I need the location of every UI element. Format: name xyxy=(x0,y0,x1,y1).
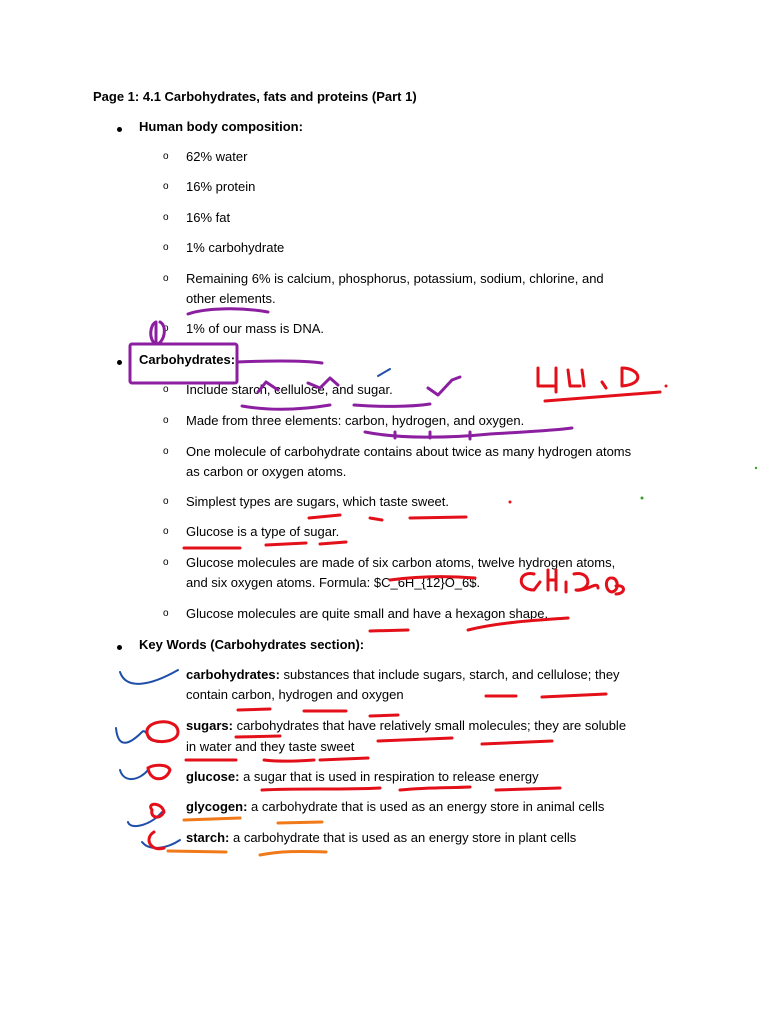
keyword-term: carbohydrates: xyxy=(186,667,280,682)
page-title: Page 1: 4.1 Carbohydrates, fats and proteins (Part 1) xyxy=(93,89,417,104)
section-heading-composition: Human body composition: xyxy=(139,119,303,134)
sub-bullet: o xyxy=(163,273,169,284)
sub-bullet: o xyxy=(163,446,169,457)
keyword-definition: carbohydrates that have relatively small molecules; they are soluble xyxy=(232,718,627,733)
list-item: Remaining 6% is calcium, phosphorus, potassium, sodium, chlorine, and xyxy=(186,271,604,286)
keyword-definition-continuation: in water and they taste sweet xyxy=(186,739,355,754)
list-item: Include starch, cellulose, and sugar. xyxy=(186,382,393,397)
keyword-definition: a carbohydrate that is used as an energy store in plant cells xyxy=(229,830,577,845)
keyword-entry xyxy=(186,716,626,736)
list-item: 1% carbohydrate xyxy=(186,240,285,255)
section-heading-carbohydrates: Carbohydrates: xyxy=(139,352,236,367)
sub-bullet: o xyxy=(163,212,169,223)
keyword-definition: a sugar that is used in respiration to release energy xyxy=(239,769,539,784)
list-item: Glucose molecules are quite small and have a hexagon shape. xyxy=(186,606,549,621)
keyword-definition-continuation: contain carbon, hydrogen and oxygen xyxy=(186,687,404,702)
sub-bullet: o xyxy=(163,608,169,619)
list-item: Made from three elements: carbon, hydrogen, and oxygen. xyxy=(186,413,525,428)
bullet xyxy=(117,127,122,132)
list-item: One molecule of carbohydrate contains about twice as many hydrogen atoms xyxy=(186,444,632,459)
keyword-definition: a carbohydrate that is used as an energy store in animal cells xyxy=(247,799,605,814)
sub-bullet: o xyxy=(163,323,169,334)
keyword-entry xyxy=(186,797,604,817)
keyword-term: glycogen: xyxy=(186,799,248,814)
list-item-continuation: other elements. xyxy=(186,291,276,306)
sub-bullet: o xyxy=(163,181,169,192)
keyword-entry xyxy=(186,665,620,685)
keyword-term: starch: xyxy=(186,830,230,845)
sub-bullet: o xyxy=(163,415,169,426)
sub-bullet: o xyxy=(163,496,169,507)
sub-bullet: o xyxy=(163,242,169,253)
keyword-term: glucose: xyxy=(186,769,240,784)
keyword-entry xyxy=(186,828,576,848)
list-item: 16% protein xyxy=(186,179,256,194)
list-item-continuation: as carbon or oxygen atoms. xyxy=(186,464,347,479)
list-item: Glucose molecules are made of six carbon atoms, twelve hydrogen atoms, xyxy=(186,555,616,570)
list-item: 16% fat xyxy=(186,210,231,225)
bullet xyxy=(117,360,122,365)
list-item: 1% of our mass is DNA. xyxy=(186,321,324,336)
list-item: Simplest types are sugars, which taste sweet. xyxy=(186,494,450,509)
section-heading-keywords: Key Words (Carbohydrates section): xyxy=(139,637,365,652)
sub-bullet: o xyxy=(163,384,169,395)
keyword-definition: substances that include sugars, starch, and cellulose; they xyxy=(279,667,620,682)
list-item: 62% water xyxy=(186,149,248,164)
sub-bullet: o xyxy=(163,526,169,537)
keyword-term: sugars: xyxy=(186,718,233,733)
keyword-entry xyxy=(186,767,539,787)
list-item-continuation: and six oxygen atoms. Formula: $C_6H_{12}O_6$. xyxy=(186,575,481,590)
sub-bullet: o xyxy=(163,557,169,568)
list-item: Glucose is a type of sugar. xyxy=(186,524,340,539)
bullet xyxy=(117,645,122,650)
sub-bullet: o xyxy=(163,151,169,162)
